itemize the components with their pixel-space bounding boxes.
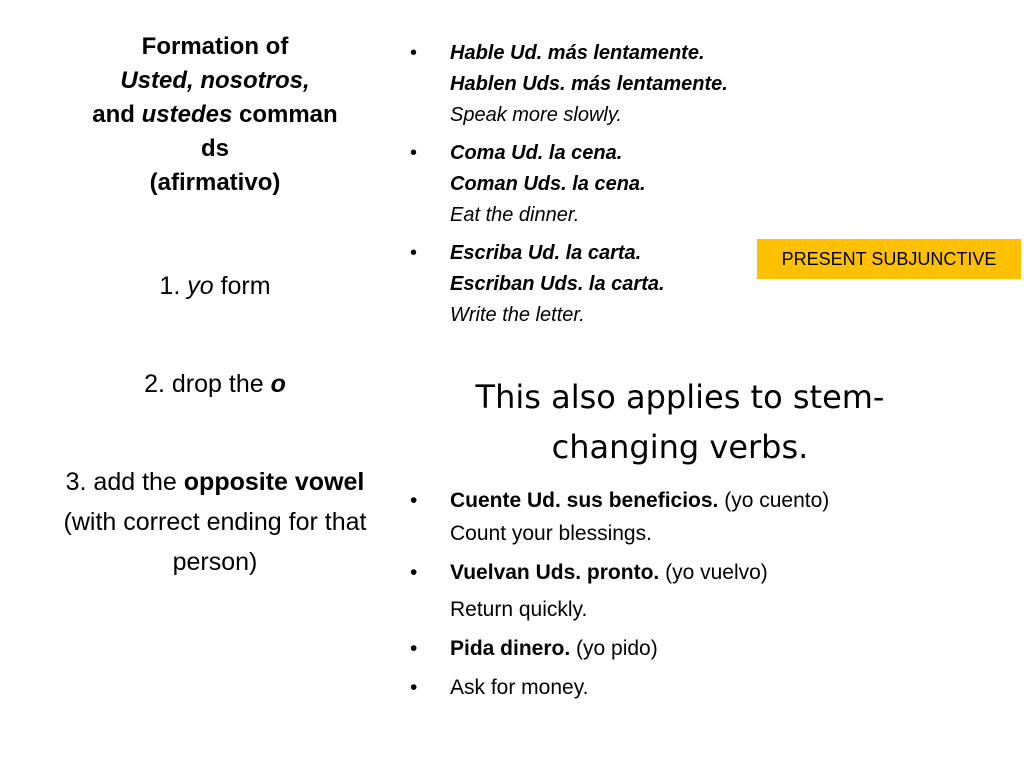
stem-example-translation: Return quickly.	[450, 598, 588, 621]
stem-example-yo-form: (yo vuelvo)	[659, 561, 768, 584]
stem-example-translation: Count your blessings.	[450, 522, 652, 545]
example-item	[410, 138, 810, 231]
title-line-3	[50, 98, 380, 132]
slide-title	[50, 30, 380, 200]
bullet-icon: •	[410, 637, 418, 660]
example-translation: Eat the dinner.	[450, 204, 580, 226]
step-1-num: 1.	[159, 272, 188, 300]
example-ud: Coma Ud. la cena.	[450, 142, 623, 164]
title-line-2	[50, 64, 380, 98]
stem-example-command: Pida dinero.	[450, 637, 571, 660]
example-item	[410, 38, 810, 131]
example-uds: Coman Uds. la cena.	[450, 173, 646, 195]
step-1	[50, 266, 380, 306]
present-subjunctive-badge: PRESENT SUBJUNCTIVE	[757, 239, 1021, 279]
step-3-bold: opposite vowel	[183, 468, 365, 496]
step-2	[50, 364, 380, 404]
example-translation: Speak more slowly.	[450, 104, 622, 126]
title-comman: comman	[232, 101, 338, 128]
stem-example-command: Vuelvan Uds. pronto.	[450, 561, 660, 584]
step-1-rest: form	[213, 272, 271, 300]
stem-example-command: Cuente Ud. sus beneficios.	[450, 489, 719, 512]
bullet-icon: •	[410, 676, 418, 699]
stem-example-item	[410, 671, 1010, 704]
command-examples-list	[410, 38, 810, 338]
stem-example-translation-line	[410, 593, 1010, 626]
stem-example-yo-form: (yo cuento)	[718, 489, 830, 512]
stem-example-item	[410, 484, 1010, 550]
example-ud: Hable Ud. más lentamente.	[450, 42, 705, 64]
bullet-icon: •	[410, 561, 418, 584]
stem-example-item	[410, 556, 1010, 589]
step-1-yo: yo	[187, 272, 214, 300]
example-item	[410, 238, 810, 331]
step-3-rest: (with correct ending for that person)	[63, 508, 367, 576]
step-2-text: 2. drop the	[144, 370, 271, 398]
stem-example-translation: Ask for money.	[450, 676, 589, 699]
step-2-o: o	[270, 370, 286, 398]
title-ustedes: ustedes	[141, 101, 233, 128]
title-line-4: ds	[200, 135, 229, 162]
title-line-1: Formation of	[141, 33, 289, 60]
example-ud: Escriba Ud. la carta.	[450, 242, 642, 264]
bullet-icon: •	[410, 142, 418, 164]
bullet-icon: •	[410, 242, 418, 264]
example-uds: Hablen Uds. más lentamente.	[450, 73, 728, 95]
stem-example-item	[410, 632, 1010, 665]
example-uds: Escriban Uds. la carta.	[450, 273, 665, 295]
title-line-2-text: Usted, nosotros,	[120, 67, 310, 94]
example-translation: Write the letter.	[450, 304, 585, 326]
stem-examples-list	[410, 484, 1010, 710]
title-line-5: (afirmativo)	[149, 169, 281, 196]
title-and: and	[92, 101, 142, 128]
bullet-icon: •	[410, 489, 418, 512]
bullet-icon: •	[410, 42, 418, 64]
step-3	[50, 462, 380, 582]
step-3-num: 3. add the	[65, 468, 184, 496]
stem-example-yo-form: (yo pido)	[570, 637, 658, 660]
stem-changing-note: This also applies to stem-changing verbs.	[475, 378, 885, 466]
